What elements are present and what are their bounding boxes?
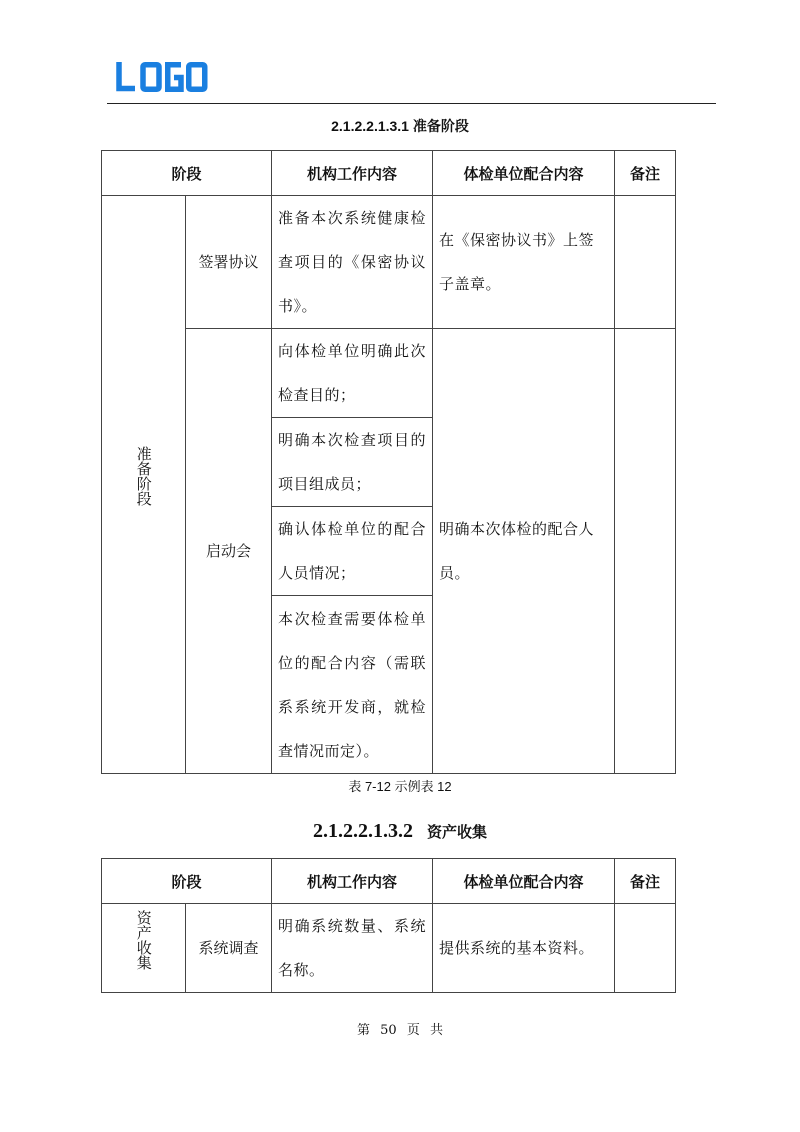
header-coop: 体检单位配合内容 [433, 151, 615, 196]
table-header-row [102, 859, 676, 904]
coop-cell: 在《保密协议书》上签子盖章。 [433, 196, 615, 329]
note-cell [615, 196, 676, 329]
work-cell: 明确本次检查项目的项目组成员； [272, 418, 433, 507]
table-caption: 表 7-12 示例表 12 [348, 779, 452, 794]
table-header-row [102, 151, 676, 196]
work-cell: 明确系统数量、系统名称。 [272, 904, 433, 993]
stage-cell [102, 904, 186, 993]
work-cell: 向体检单位明确此次检查目的； [272, 329, 433, 418]
section-heading-asset-collection [0, 820, 800, 843]
preparation-stage-table [101, 150, 676, 774]
work-cell: 本次检查需要体检单位的配合内容（需联系系统开发商，就检查情况而定）。 [272, 596, 433, 774]
heading-number: 2.1.2.2.1.3.2 [312, 820, 413, 842]
logo [116, 62, 208, 92]
substage-cell: 签署协议 [186, 196, 272, 329]
note-cell [615, 329, 676, 774]
header-rule [107, 103, 716, 104]
table-row [102, 196, 676, 329]
page-footer: 第 50 页 共 [357, 1023, 443, 1038]
heading-title: 资产收集 [426, 823, 487, 841]
stage-label: 资产收集 [134, 909, 153, 970]
table-row [102, 904, 676, 993]
table-row [102, 329, 676, 418]
header-stage: 阶段 [102, 859, 272, 904]
coop-cell: 提供系统的基本资料。 [433, 904, 615, 993]
note-cell [615, 904, 676, 993]
asset-collection-table [101, 858, 676, 993]
substage-cell: 启动会 [186, 329, 272, 774]
header-note: 备注 [615, 151, 676, 196]
header-note: 备注 [615, 859, 676, 904]
section-heading-preparation: 2.1.2.2.1.3.1 准备阶段 [331, 118, 469, 134]
coop-cell: 明确本次体检的配合人员。 [433, 329, 615, 774]
header-stage: 阶段 [102, 151, 272, 196]
stage-cell [102, 196, 186, 774]
stage-label: 准备阶段 [134, 446, 153, 506]
work-cell: 准备本次系统健康检查项目的《保密协议书》。 [272, 196, 433, 329]
header-work: 机构工作内容 [272, 859, 433, 904]
header-coop: 体检单位配合内容 [433, 859, 615, 904]
header-work: 机构工作内容 [272, 151, 433, 196]
substage-cell: 系统调查 [186, 904, 272, 993]
work-cell: 确认体检单位的配合人员情况； [272, 507, 433, 596]
